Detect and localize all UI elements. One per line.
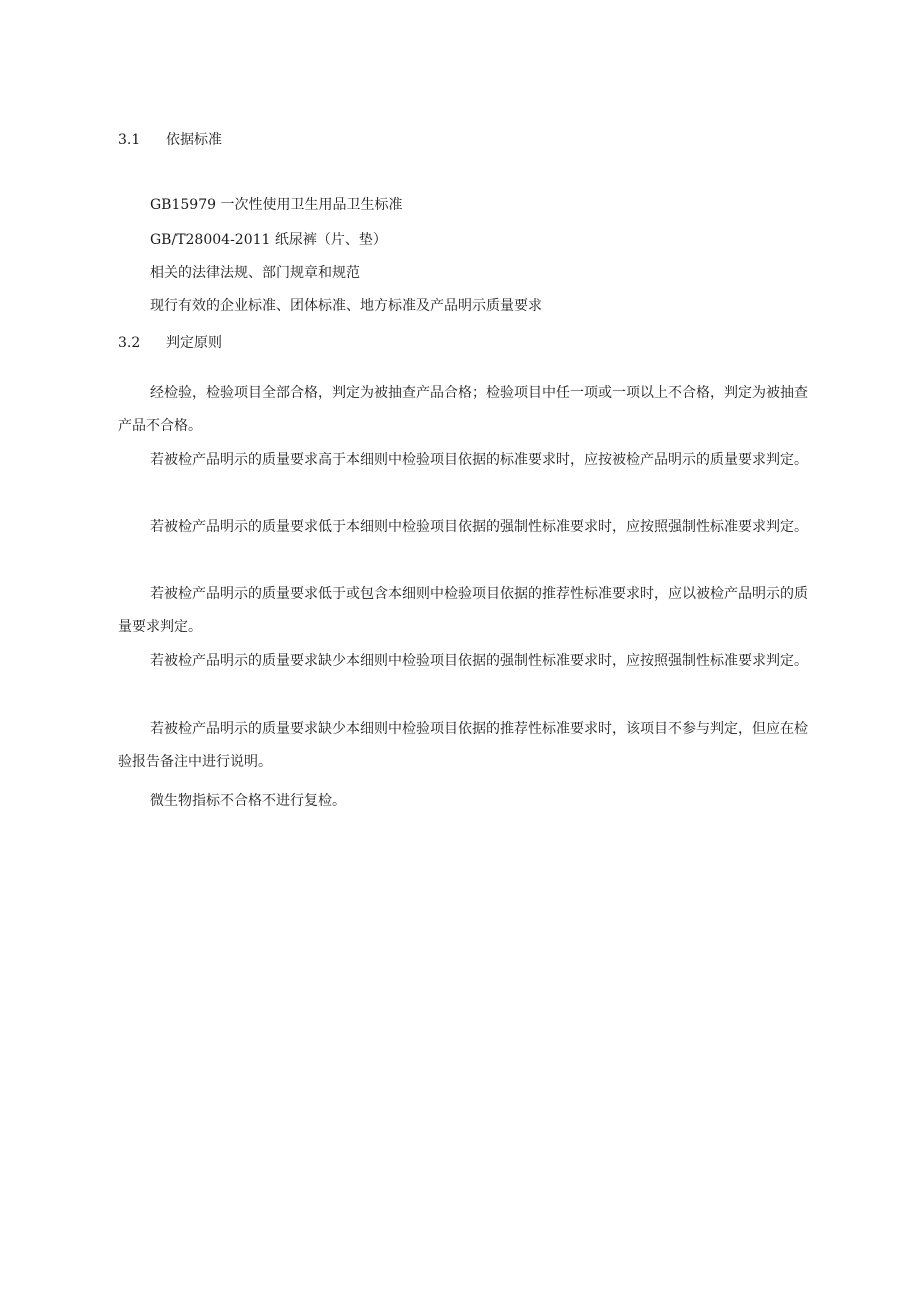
judgment-paragraph: 若被检产品明示的质量要求低于本细则中检验项目依据的强制性标准要求时，应按照强制性标准要求判定。 — [150, 519, 808, 535]
section-number: 3.2 — [118, 335, 141, 351]
section-number: 3.1 — [118, 132, 141, 148]
standard-item: 现行有效的企业标准、团体标准、地方标准及产品明示质量要求 — [150, 298, 542, 314]
judgment-paragraph: 微生物指标不合格不进行复检。 — [150, 793, 346, 809]
section-title: 依据标准 — [166, 132, 222, 148]
judgment-paragraph: 若被检产品明示的质量要求高于本细则中检验项目依据的标准要求时，应按被检产品明示的质量要求判定。 — [150, 452, 808, 468]
judgment-paragraph: 经检验，检验项目全部合格，判定为被抽查产品合格；检验项目中任一项或一项以上不合格，判定为被抽查产品不合格。 — [118, 385, 808, 434]
section-title: 判定原则 — [166, 335, 222, 351]
judgment-paragraph: 若被检产品明示的质量要求缺少本细则中检验项目依据的推荐性标准要求时，该项目不参与判定，但应在检验报告备注中进行说明。 — [118, 721, 808, 770]
judgment-paragraph: 若被检产品明示的质量要求缺少本细则中检验项目依据的强制性标准要求时，应按照强制性标准要求判定。 — [150, 653, 808, 669]
judgment-paragraph: 若被检产品明示的质量要求低于或包含本细则中检验项目依据的推荐性标准要求时，应以被检产品明示的质量要求判定。 — [118, 586, 808, 635]
section-3-1-heading — [118, 130, 222, 150]
standard-item: 相关的法律法规、部门规章和规范 — [150, 265, 360, 281]
standard-item: GB/T28004-2011 纸尿裤（片、垫） — [150, 232, 387, 248]
standard-item: GB15979 一次性使用卫生用品卫生标准 — [150, 197, 403, 213]
section-3-2-heading — [118, 333, 222, 353]
